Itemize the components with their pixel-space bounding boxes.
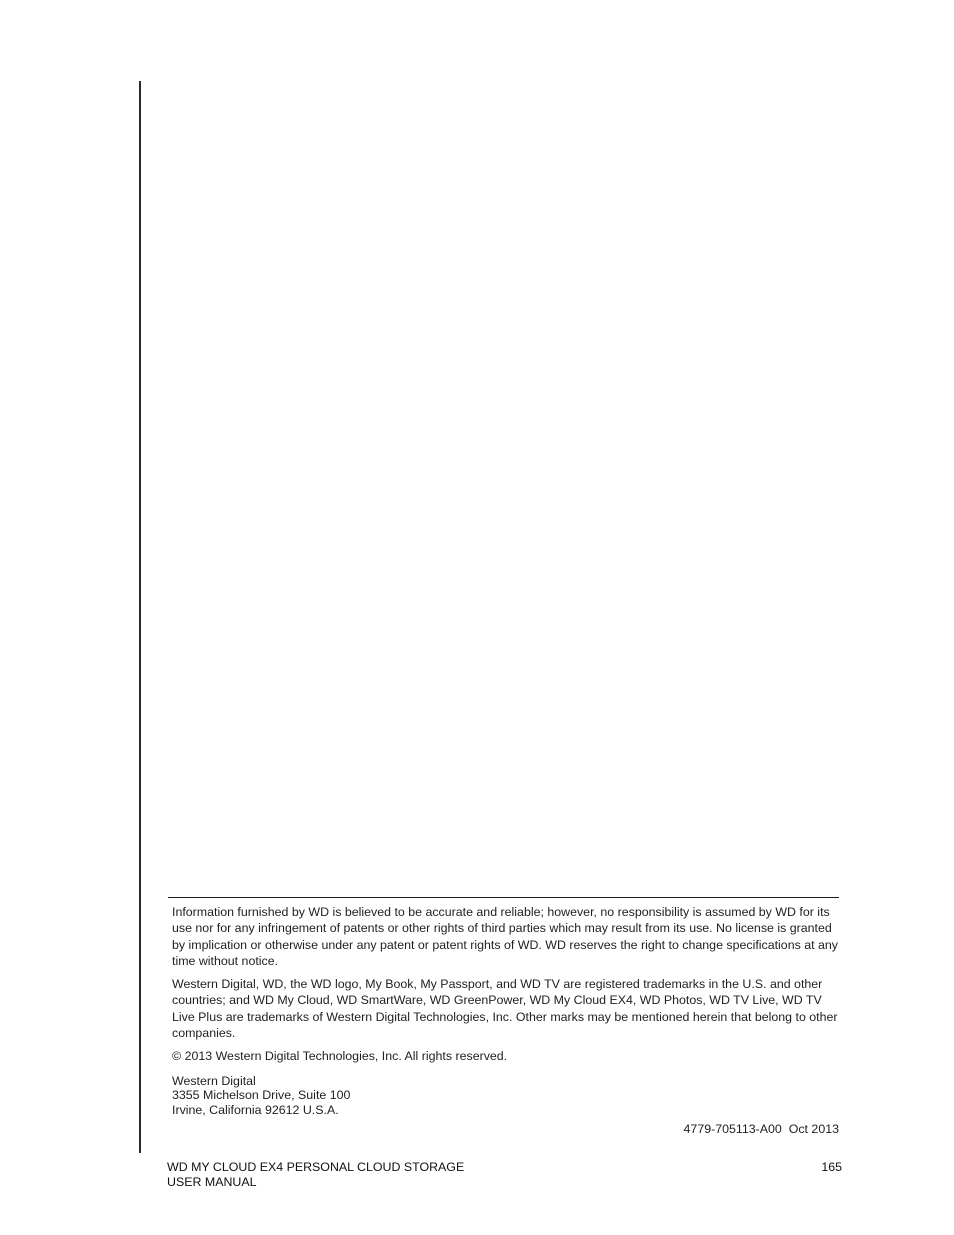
disclaimer-paragraph: Information furnished by WD is believed to be accurate and reliable; however, no responsibility is assumed by WD for its use nor for any infringement of patents or other rights of third parties which may result from its use. No license is granted by implication or otherwise under any patent or patent rights of WD. WD reserves the right to change specifications at any time without notice. — [172, 905, 838, 968]
page-number: 165 — [821, 1160, 842, 1174]
footer-title — [167, 1160, 464, 1190]
address-company: Western Digital — [172, 1073, 256, 1088]
legal-notice — [168, 897, 839, 1117]
trademark-paragraph: Western Digital, WD, the WD logo, My Book, My Passport, and WD TV are registered trademarks in the U.S. and other countries; and WD My Cloud, WD SmartWare, WD GreenPower, WD My Cloud EX4, WD Photos, WD TV Live, WD TV Live Plus are trademarks of Western Digital Technologies, Inc. Other marks may be mentioned herein that belong to other companies. — [172, 977, 838, 1041]
footer-product-line: WD MY CLOUD EX4 PERSONAL CLOUD STORAGE — [167, 1160, 465, 1174]
address-city: Irvine, California 92612 U.S.A. — [172, 1102, 339, 1117]
address-street: 3355 Michelson Drive, Suite 100 — [172, 1088, 351, 1103]
copyright-line: © 2013 Western Digital Technologies, Inc. All rights reserved. — [172, 1049, 508, 1064]
company-address — [172, 1074, 839, 1118]
document-number: 4779-705113-A00 Oct 2013 — [683, 1122, 839, 1136]
footer-manual-type: USER MANUAL — [167, 1175, 257, 1189]
margin-rule — [139, 81, 141, 1153]
